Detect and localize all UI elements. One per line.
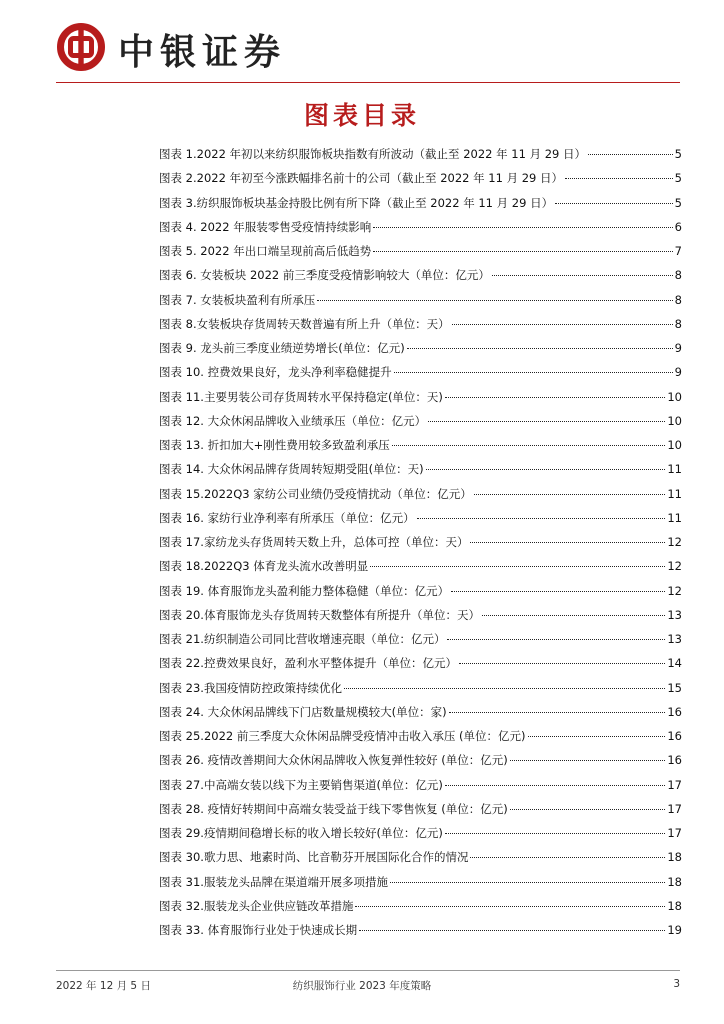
toc-entry-page[interactable]: 10	[667, 413, 682, 428]
toc-entry-label[interactable]: 图表 10. 控费效果良好，龙头净利率稳健提升	[159, 365, 392, 380]
toc-dot-leader	[428, 420, 665, 422]
toc-entry[interactable]	[159, 191, 682, 215]
toc-entry-page[interactable]: 8	[674, 316, 682, 331]
toc-entry-page[interactable]: 17	[667, 777, 682, 792]
toc-entry-page[interactable]: 13	[667, 607, 682, 622]
toc-entry[interactable]	[159, 142, 682, 166]
toc-dot-leader	[317, 299, 672, 301]
toc-list	[159, 142, 682, 942]
toc-entry-label[interactable]: 图表 31.服装龙头品牌在渠道端开展多项措施	[159, 874, 388, 889]
toc-entry-page[interactable]: 9	[674, 341, 682, 355]
toc-entry-page[interactable]: 16	[667, 753, 682, 768]
toc-entry[interactable]	[159, 312, 682, 336]
toc-entry-page[interactable]: 8	[674, 268, 682, 283]
toc-entry[interactable]	[159, 263, 682, 287]
toc-dot-leader	[407, 347, 673, 349]
toc-dot-leader	[510, 808, 666, 810]
toc-dot-leader	[394, 371, 673, 373]
toc-dot-leader	[344, 687, 665, 689]
toc-entry-label[interactable]: 图表 8.女装板块存货周转天数普遍有所上升（单位：天）	[159, 316, 450, 331]
toc-entry-page[interactable]: 10	[667, 389, 682, 404]
toc-entry[interactable]	[159, 239, 682, 263]
toc-entry-page[interactable]: 14	[667, 656, 682, 671]
toc-entry-page[interactable]: 6	[674, 219, 682, 234]
toc-entry[interactable]	[159, 215, 682, 239]
toc-entry-page[interactable]: 10	[667, 438, 682, 452]
toc-entry-page[interactable]: 16	[667, 704, 682, 719]
toc-entry-page[interactable]: 18	[667, 898, 682, 913]
toc-dot-leader	[392, 444, 666, 446]
toc-entry-label[interactable]: 图表 30.歌力思、地素时尚、比音勒芬开展国际化合作的情况	[159, 850, 469, 865]
toc-entry-label[interactable]: 图表 25.2022 前三季度大众休闲品牌受疫情冲击收入承压 (单位：亿元)	[159, 729, 526, 743]
toc-entry[interactable]	[159, 530, 682, 554]
toc-entry-page[interactable]: 17	[667, 826, 682, 840]
toc-entry[interactable]	[159, 918, 682, 942]
toc-entry[interactable]	[159, 651, 682, 675]
footer-date: 2022 年 12 月 5 日	[56, 980, 151, 992]
toc-entry-page[interactable]: 8	[674, 292, 682, 307]
toc-entry-label[interactable]: 图表 14. 大众休闲品牌存货周转短期受阻(单位：天)	[159, 462, 424, 477]
toc-entry-page[interactable]: 12	[667, 535, 682, 549]
toc-entry-page[interactable]: 7	[674, 244, 682, 258]
toc-entry[interactable]	[159, 385, 682, 409]
toc-dot-leader	[482, 614, 665, 616]
toc-entry-label[interactable]: 图表 28. 疫情好转期间中高端女装受益于线下零售恢复 (单位：亿元)	[159, 801, 508, 816]
toc-dot-leader	[373, 226, 672, 228]
toc-dot-leader	[565, 177, 673, 179]
toc-dot-leader	[426, 468, 666, 470]
toc-entry[interactable]	[159, 409, 682, 433]
toc-entry[interactable]	[159, 457, 682, 481]
toc-dot-leader	[370, 565, 665, 567]
toc-entry-label[interactable]: 图表 26. 疫情改善期间大众休闲品牌收入恢复弹性较好 (单位：亿元)	[159, 753, 508, 768]
brand-name: 中银证券	[118, 32, 287, 73]
page-header	[56, 22, 676, 74]
toc-entry[interactable]	[159, 627, 682, 651]
toc-entry-label[interactable]: 图表 1.2022 年初以来纺织服饰板块指数有所波动（截止至 2022 年 11 月 29 日）	[159, 147, 587, 161]
toc-dot-leader	[447, 638, 665, 640]
toc-dot-leader	[470, 541, 665, 543]
footer-page-number: 3	[673, 978, 680, 990]
toc-entry-label[interactable]: 图表 23.我国疫情防控政策持续优化	[159, 680, 342, 695]
toc-entry-label[interactable]: 图表 24. 大众休闲品牌线下门店数量规模较大(单位：家)	[159, 704, 447, 719]
toc-entry[interactable]	[159, 748, 682, 772]
toc-entry-label[interactable]: 图表 19. 体育服饰龙头盈利能力整体稳健（单位：亿元）	[159, 583, 450, 598]
toc-entry-label[interactable]: 图表 6. 女装板块 2022 前三季度受疫情影响较大（单位：亿元）	[159, 268, 490, 283]
toc-entry-label[interactable]: 图表 32.服装龙头企业供应链改革措施	[159, 898, 354, 913]
toc-entry[interactable]	[159, 894, 682, 918]
toc-entry[interactable]	[159, 506, 682, 530]
toc-entry[interactable]	[159, 845, 682, 869]
toc-entry-label[interactable]: 图表 27.中高端女装以线下为主要销售渠道(单位：亿元)	[159, 777, 443, 792]
toc-entry-label[interactable]: 图表 18.2022Q3 体育龙头流水改善明显	[159, 559, 369, 574]
toc-entry-page[interactable]: 9	[674, 365, 682, 380]
toc-entry[interactable]	[159, 579, 682, 603]
toc-dot-leader	[555, 202, 673, 204]
toc-entry[interactable]	[159, 336, 682, 360]
toc-entry[interactable]	[159, 724, 682, 748]
toc-dot-leader	[470, 856, 665, 858]
toc-entry-page[interactable]: 5	[674, 195, 682, 210]
toc-entry[interactable]	[159, 288, 682, 312]
toc-entry-label[interactable]: 图表 4. 2022 年服装零售受疫情持续影响	[159, 219, 372, 234]
toc-dot-leader	[452, 323, 673, 325]
toc-entry-label[interactable]: 图表 20.体育服饰龙头存货周转天数整体有所提升（单位：天）	[159, 607, 480, 622]
toc-entry-label[interactable]: 图表 17.家纺龙头存货周转天数上升，总体可控（单位：天）	[159, 535, 469, 549]
toc-dot-leader	[373, 250, 672, 252]
toc-entry-label[interactable]: 图表 13. 折扣加大+刚性费用较多致盈利承压	[159, 438, 390, 452]
toc-entry-page[interactable]: 18	[667, 850, 682, 865]
toc-entry-page[interactable]: 12	[667, 559, 682, 574]
toc-entry-label[interactable]: 图表 11.主要男装公司存货周转水平保持稳定(单位：天)	[159, 389, 443, 404]
toc-entry[interactable]	[159, 773, 682, 797]
toc-entry[interactable]	[159, 166, 682, 190]
toc-entry[interactable]	[159, 797, 682, 821]
toc-entry-page[interactable]: 18	[667, 874, 682, 889]
toc-entry-page[interactable]: 15	[667, 680, 682, 695]
toc-entry-label[interactable]: 图表 16. 家纺行业净利率有所承压（单位：亿元）	[159, 510, 415, 525]
toc-entry[interactable]	[159, 821, 682, 845]
toc-entry-label[interactable]: 图表 33. 体育服饰行业处于快速成长期	[159, 923, 358, 937]
toc-entry[interactable]	[159, 676, 682, 700]
toc-entry-label[interactable]: 图表 22.控费效果良好，盈利水平整体提升（单位：亿元）	[159, 656, 457, 671]
toc-entry-page[interactable]: 11	[667, 510, 682, 525]
footer-divider	[56, 970, 680, 971]
toc-entry[interactable]	[159, 554, 682, 578]
toc-dot-leader	[445, 784, 665, 786]
toc-entry-page[interactable]: 11	[667, 486, 682, 501]
toc-title: 图表目录	[303, 101, 420, 130]
toc-entry[interactable]	[159, 870, 682, 894]
toc-dot-leader	[445, 396, 665, 398]
toc-entry-page[interactable]: 12	[667, 583, 682, 598]
toc-entry-page[interactable]: 5	[674, 171, 682, 186]
toc-entry[interactable]	[159, 700, 682, 724]
toc-dot-leader	[445, 832, 665, 834]
toc-entry-label[interactable]: 图表 2.2022 年初至今涨跌幅排名前十的公司（截止至 2022 年 11 月 29 日）	[159, 171, 564, 186]
toc-entry-label[interactable]: 图表 29.疫情期间稳增长标的收入增长较好(单位：亿元)	[159, 826, 443, 840]
toc-entry[interactable]	[159, 433, 682, 457]
toc-entry-label[interactable]: 图表 3.纺织服饰板块基金持股比例有所下降（截止至 2022 年 11 月 29 日）	[159, 195, 554, 210]
toc-entry-page[interactable]: 5	[674, 147, 682, 161]
toc-dot-leader	[451, 590, 665, 592]
toc-dot-leader	[355, 905, 665, 907]
toc-entry-label[interactable]: 图表 7. 女装板块盈利有所承压	[159, 292, 316, 307]
toc-entry-label[interactable]: 图表 21.纺织制造公司同比营收增速亮眼（单位：亿元）	[159, 632, 446, 646]
header-divider	[56, 82, 680, 83]
toc-dot-leader	[528, 735, 666, 737]
toc-entry-label[interactable]: 图表 15.2022Q3 家纺公司业绩仍受疫情扰动（单位：亿元）	[159, 486, 472, 501]
bank-of-china-logo-icon	[56, 22, 106, 72]
toc-dot-leader	[474, 493, 666, 495]
toc-dot-leader	[359, 929, 665, 931]
toc-dot-leader	[492, 274, 673, 276]
toc-dot-leader	[510, 759, 666, 761]
toc-entry-page[interactable]: 13	[667, 632, 682, 646]
toc-entry-label[interactable]: 图表 9. 龙头前三季度业绩逆势增长(单位：亿元)	[159, 341, 405, 355]
toc-dot-leader	[459, 662, 665, 664]
toc-dot-leader	[588, 153, 673, 155]
toc-dot-leader	[390, 881, 665, 883]
footer-report-title: 纺织服饰行业 2023 年度策略	[292, 980, 432, 992]
toc-entry-label[interactable]: 图表 5. 2022 年出口端呈现前高后低趋势	[159, 244, 372, 258]
toc-entry[interactable]	[159, 360, 682, 384]
toc-dot-leader	[449, 711, 666, 713]
toc-entry-page[interactable]: 16	[667, 729, 682, 743]
toc-entry[interactable]	[159, 603, 682, 627]
toc-entry[interactable]	[159, 482, 682, 506]
toc-entry-page[interactable]: 11	[667, 462, 682, 477]
toc-entry-label[interactable]: 图表 12. 大众休闲品牌收入业绩承压（单位：亿元）	[159, 413, 427, 428]
toc-entry-page[interactable]: 17	[667, 801, 682, 816]
toc-dot-leader	[417, 517, 666, 519]
toc-entry-page[interactable]: 19	[667, 923, 682, 937]
